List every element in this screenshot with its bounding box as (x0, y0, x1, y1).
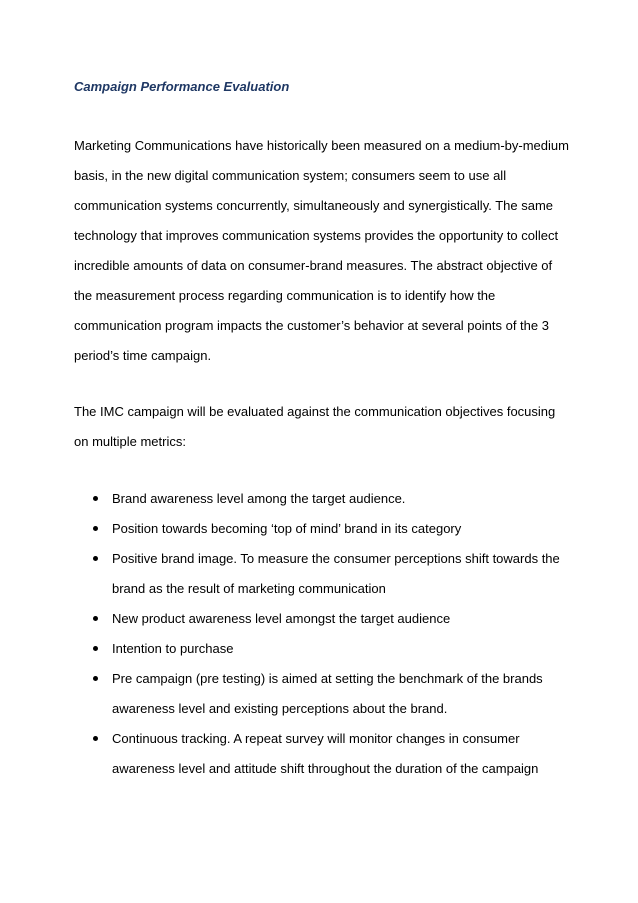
list-item (74, 730, 594, 790)
paragraph-line: basis, in the new digital communication system; consumers seem to use all (74, 168, 507, 183)
list-item (74, 610, 594, 640)
list-item (74, 490, 594, 520)
list-item-text: Position towards becoming ‘top of mind’ brand in its category (112, 521, 462, 536)
list-item-text: Positive brand image. To measure the consumer perceptions shift towards the (112, 551, 560, 566)
bullet-icon (93, 730, 99, 748)
bullet-icon (93, 490, 99, 508)
list-item-text: Brand awareness level among the target audience. (112, 491, 406, 506)
paragraph-line: communication systems concurrently, simultaneously and synergistically. The same (74, 198, 554, 213)
list-item-text: Continuous tracking. A repeat survey will monitor changes in consumer (112, 731, 520, 746)
list-item (74, 520, 594, 550)
paragraph-line: period’s time campaign. (74, 348, 212, 363)
bullet-icon (93, 610, 99, 628)
paragraph-line: The IMC campaign will be evaluated against the communication objectives focusing (74, 404, 556, 419)
bullet-icon (93, 550, 99, 568)
bullet-icon (93, 520, 99, 538)
paragraph-line: communication program impacts the customer’s behavior at several points of the 3 (74, 318, 549, 333)
metrics-bullet-list (74, 490, 594, 790)
list-item-text: awareness level and existing perceptions about the brand. (112, 701, 448, 716)
list-item-text: Pre campaign (pre testing) is aimed at setting the benchmark of the brands (112, 671, 543, 686)
bullet-icon (93, 640, 99, 658)
paragraph-line: on multiple metrics: (74, 434, 186, 449)
paragraph-line: technology that improves communication systems provides the opportunity to collect (74, 228, 559, 243)
paragraph-imc-evaluation (74, 403, 574, 463)
list-item (74, 670, 594, 730)
bullet-icon (93, 670, 99, 688)
list-item (74, 640, 594, 670)
list-item-text: brand as the result of marketing communication (112, 581, 386, 596)
list-item (74, 550, 594, 610)
list-item-text: awareness level and attitude shift throughout the duration of the campaign (112, 761, 539, 776)
paragraph-line: the measurement process regarding communication is to identify how the (74, 288, 496, 303)
paragraph-measurement (74, 137, 574, 377)
page-title: Campaign Performance Evaluation (74, 79, 290, 94)
paragraph-line: Marketing Communications have historically been measured on a medium-by-medium (74, 138, 569, 153)
list-item-text: New product awareness level amongst the target audience (112, 611, 451, 626)
list-item-text: Intention to purchase (112, 641, 234, 656)
paragraph-line: incredible amounts of data on consumer-brand measures. The abstract objective of (74, 258, 553, 273)
